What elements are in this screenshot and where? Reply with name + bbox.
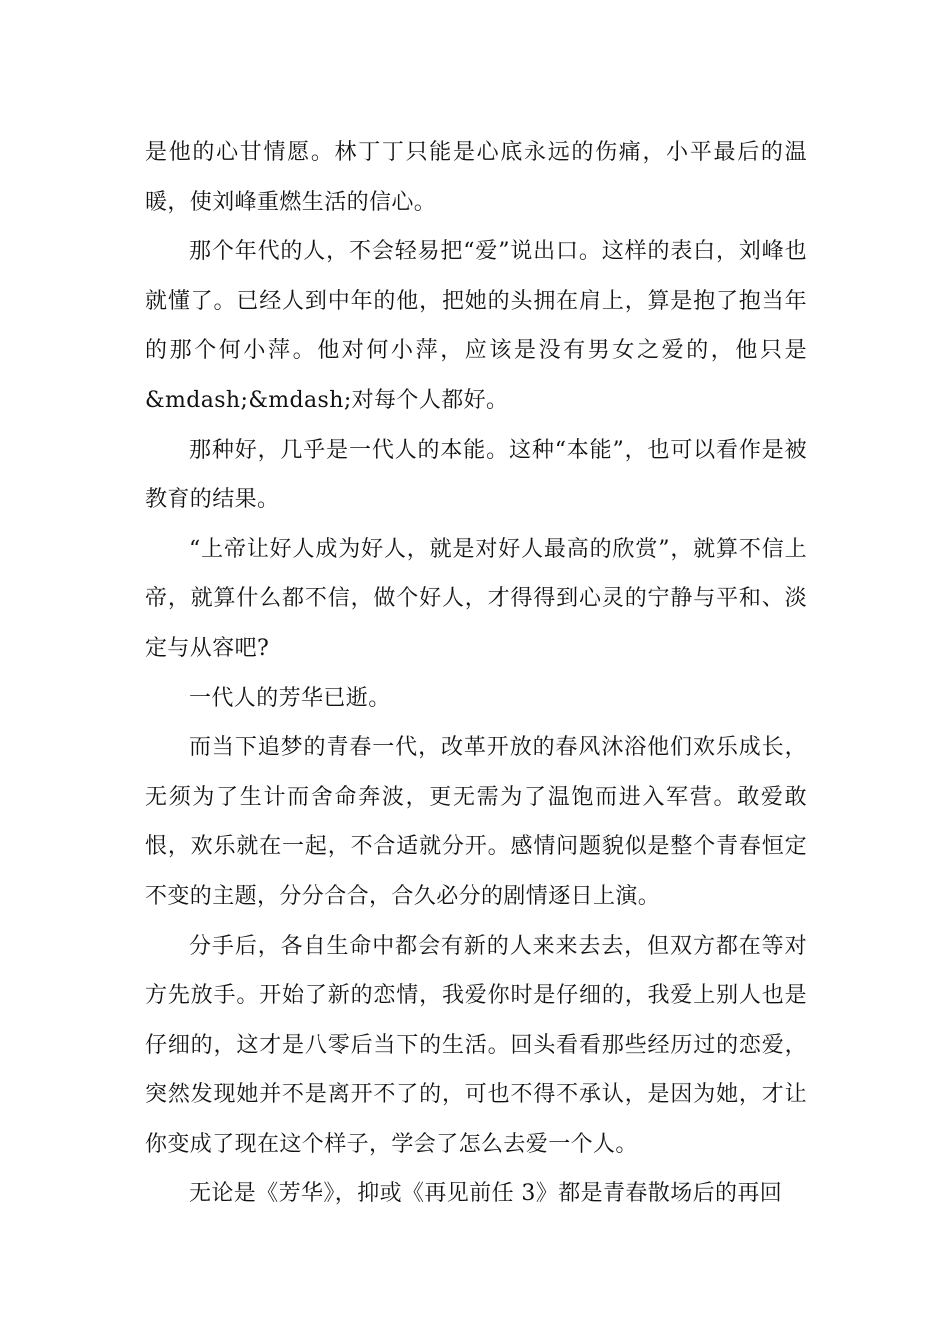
paragraph-1: 是他的心甘情愿。林丁丁只能是心底永远的伤痛，小平最后的温暖，使刘峰重燃生活的信心。 (145, 140, 807, 215)
paragraph-6: 而当下追梦的青春一代，改革开放的春风沐浴他们欢乐成长，无须为了生计而舍命奔波，更无需为了温饱而进入军营。敢爱敢恨，欢乐就在一起，不合适就分开。感情问题貌似是整个青春恒定不变的主题，分分合合，合久必分的剧情逐日上演。 (145, 735, 807, 909)
article-body (145, 128, 807, 1219)
paragraph-2: 那个年代的人，不会轻易把“爱”说出口。这样的表白，刘峰也就懂了。已经人到中年的他，把她的头拥在肩上，算是抱了抱当年的那个何小萍。他对何小萍，应该是没有男女之爱的，他只是&mdash;&mdash;对每个人都好。 (145, 239, 807, 413)
paragraph-7: 分手后，各自生命中都会有新的人来来去去，但双方都在等对方先放手。开始了新的恋情，我爱你时是仔细的，我爱上别人也是仔细的，这才是八零后当下的生活。回头看看那些经历过的恋爱，突然发现她并不是离开不了的，可也不得不承认，是因为她，才让你变成了现在这个样子，学会了怎么去爱一个人。 (145, 933, 807, 1157)
paragraph-8: 无论是《芳华》，抑或《再见前任 3》都是青春散场后的再回 (189, 1181, 783, 1207)
paragraph-4: “上帝让好人成为好人，就是对好人最高的欣赏”，就算不信上帝，就算什么都不信，做个好人，才得得到心灵的宁静与平和、淡定与从容吧? (145, 536, 807, 661)
paragraph-3: 那种好，几乎是一代人的本能。这种“本能”，也可以看作是被教育的结果。 (145, 437, 807, 513)
paragraph-5: 一代人的芳华已逝。 (189, 685, 391, 711)
